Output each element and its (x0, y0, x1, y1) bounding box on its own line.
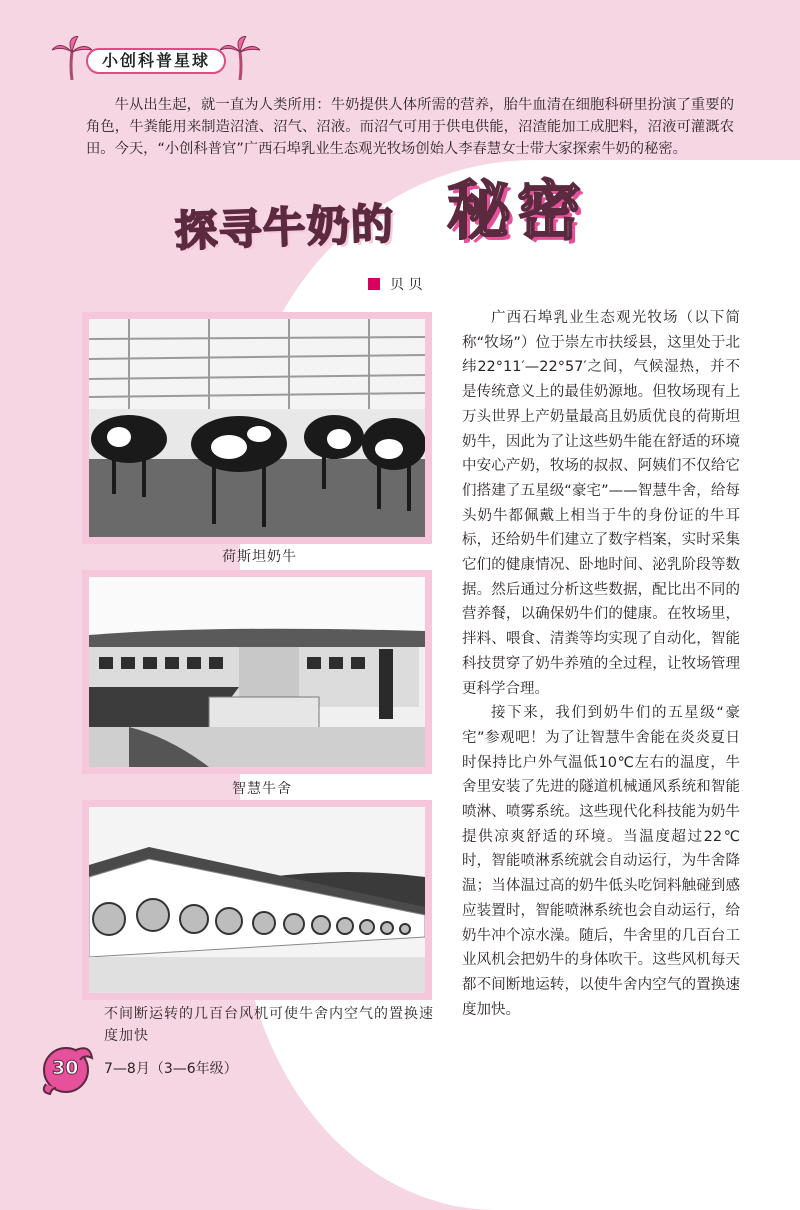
page-number-badge (40, 1040, 96, 1096)
palm-tree-icon (220, 36, 260, 80)
fans-photo (89, 807, 425, 993)
photo-smart-barn (82, 570, 432, 774)
barn-photo (89, 577, 425, 767)
author-line (368, 274, 422, 294)
title-part1: 探寻牛奶的 (174, 199, 396, 256)
author-marker-icon (368, 278, 380, 290)
article-body (462, 306, 740, 1022)
intro-paragraph: 牛从出生起，就一直为人类所用：牛奶提供人体所需的营养，胎牛血清在细胞科研里扮演了重要的角色，牛粪能用来制造沼渣、沼气、沼液。而沼气可用于供电供能，沼渣能加工成肥料，沼液可灌溉农田。今天，“小创科普官”广西石埠乳业生态观光牧场创始人李春慧女士带大家探索牛奶的秘密。 (86, 97, 734, 157)
photo-holstein-cows (82, 312, 432, 544)
figure-caption: 荷斯坦奶牛 (222, 549, 297, 565)
column-header (52, 36, 257, 80)
body-paragraph: 广西石埠乳业生态观光牧场（以下简称“牧场”）位于崇左市扶绥县，这里处于北纬22°11′—22°57′之间，气候湿热，并不是传统意义上的最佳奶源地。但牧场现有上万头世界上产奶量最高且奶质优良的荷斯坦奶牛，因此为了让这些奶牛能在舒适的环境中安心产奶，牧场的叔叔、阿姨们不仅给它们搭建了五星级“豪宅”——智慧牛舍，给每头奶牛都佩戴上相当于牛的身份证的牛耳标，还给奶牛们建立了数字档案，实时采集它们的健康情况、卧地时间、泌乳阶段等数据。然后通过分析这些数据，配比出不同的营养餐，以确保奶牛们的健康。在牧场里，拌料、喂食、清粪等均实现了自动化，智能科技贯穿了奶牛养殖的全过程，让牧场管理更科学合理。 (462, 310, 740, 697)
body-paragraph: 接下来，我们到奶牛们的五星级“豪宅”参观吧！为了让智慧牛舍能在炎炎夏日时保持比户外气温低10℃左右的温度，牛舍里安装了先进的隧道机械通风系统和智能喷淋、喷雾系统。这些现代化科技能为奶牛提供凉爽舒适的环境。当温度超过22℃时，智能喷淋系统就会自动运行，为牛舍降温；当体温过高的奶牛低头吃饲料触碰到感应装置时，智能喷淋系统也会自动运行，给奶牛冲个凉水澡。随后，牛舍里的几百台工业风机会把奶牛的身体吹干。这些风机每天都不间断地运转，以使牛舍内空气的置换速度加快。 (462, 705, 740, 1018)
title-part2: 秘密 (447, 174, 587, 249)
issue-label: 7—8月（3—6年级） (104, 1061, 238, 1077)
author-name: 贝 贝 (390, 277, 423, 293)
photo-barn-fans (82, 800, 432, 1000)
cows-photo (89, 319, 425, 537)
figure-caption: 智慧牛舍 (232, 781, 292, 797)
article-title (175, 160, 615, 256)
column-title: 小创科普星球 (86, 48, 226, 74)
page-number: 30 (52, 1057, 79, 1079)
figure-caption: 不间断运转的几百台风机可使牛舍内空气的置换速度加快 (104, 1006, 434, 1044)
